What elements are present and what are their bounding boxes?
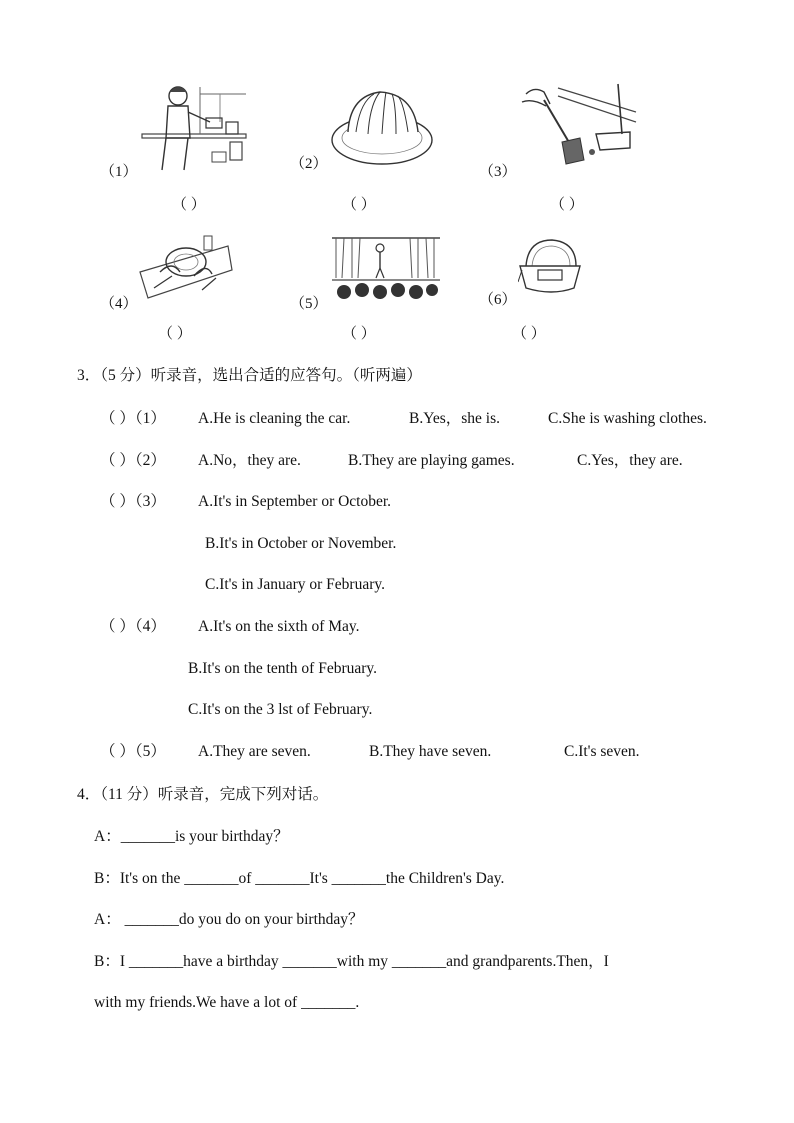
picture-label-6: （6） xyxy=(479,292,517,308)
q3-item-4-option-b: B.It's on the tenth of February. xyxy=(188,660,378,677)
bananas-on-plate-icon xyxy=(330,88,434,168)
question-3-title: 3．（5 分）听录音，选出合适的应答句。（听两遍） xyxy=(77,367,422,384)
q4-dialogue-line-1[interactable]: A：_______is your birthday？ xyxy=(94,828,289,845)
q3-item-4-option-a: A.It's on the sixth of May. xyxy=(198,618,360,635)
picture-label-5: （5） xyxy=(290,296,328,312)
q3-item-4-prefix[interactable]: （ ）（4） xyxy=(100,618,166,635)
woman-cooking-icon xyxy=(140,82,248,174)
q4-dialogue-line-4[interactable]: B：I _______have a birthday _______with my _______and grandparents.Then，I xyxy=(94,953,609,970)
q3-item-5-option-a: A.They are seven. xyxy=(198,743,311,760)
picture-label-2: （2） xyxy=(290,156,328,172)
picture-label-4: （4） xyxy=(100,296,138,312)
q3-item-2-prefix[interactable]: （ ）（2） xyxy=(100,452,166,469)
q3-item-1-prefix[interactable]: （ ）（1） xyxy=(100,410,166,427)
q3-item-3-option-a: A.It's in September or October. xyxy=(198,493,392,510)
question-4-title: 4．（11 分）听录音，完成下列对话。 xyxy=(77,786,329,803)
q4-dialogue-line-2[interactable]: B：It's on the _______of _______It's _______the Children's Day. xyxy=(94,870,505,887)
q3-item-3-prefix[interactable]: （ ）（3） xyxy=(100,493,166,510)
picture-label-1: （1） xyxy=(100,164,138,180)
answer-paren-6[interactable]: （ ） xyxy=(512,326,546,342)
q3-item-3-option-b: B.It's in October or November. xyxy=(205,535,397,552)
answer-paren-3[interactable]: （ ） xyxy=(550,197,584,213)
q3-item-2-option-c: C.Yes，they are. xyxy=(577,452,683,469)
answer-paren-4[interactable]: （ ） xyxy=(158,326,192,342)
q3-item-2-option-a: A.No，they are. xyxy=(198,452,301,469)
washing-dishes-icon xyxy=(138,232,234,302)
answer-paren-2[interactable]: （ ） xyxy=(342,197,376,213)
q3-item-4-option-c: C.It's on the 3 lst of February. xyxy=(188,701,373,718)
q3-item-3-option-c: C.It's in January or February. xyxy=(205,576,385,593)
answer-paren-5[interactable]: （ ） xyxy=(342,326,376,342)
picture-label-3: （3） xyxy=(479,164,517,180)
broom-dustpan-icon xyxy=(518,82,638,172)
q4-dialogue-line-5[interactable]: with my friends.We have a lot of _______. xyxy=(94,994,360,1011)
q3-item-5-prefix[interactable]: （ ）（5） xyxy=(100,743,166,760)
q3-item-5-option-b: B.They have seven. xyxy=(369,743,492,760)
answer-paren-1[interactable]: （ ） xyxy=(172,197,206,213)
q4-dialogue-line-3[interactable]: A： _______do you do on your birthday？ xyxy=(94,911,364,928)
stage-show-icon xyxy=(330,234,442,306)
q3-item-2-option-b: B.They are playing games. xyxy=(348,452,515,469)
q3-item-1-option-b: B.Yes，she is. xyxy=(409,410,501,427)
q3-item-5-option-c: C.It's seven. xyxy=(564,743,640,760)
q3-item-1-option-a: A.He is cleaning the car. xyxy=(198,410,351,427)
q3-item-1-option-c: C.She is washing clothes. xyxy=(548,410,707,427)
basket-icon xyxy=(518,236,582,298)
